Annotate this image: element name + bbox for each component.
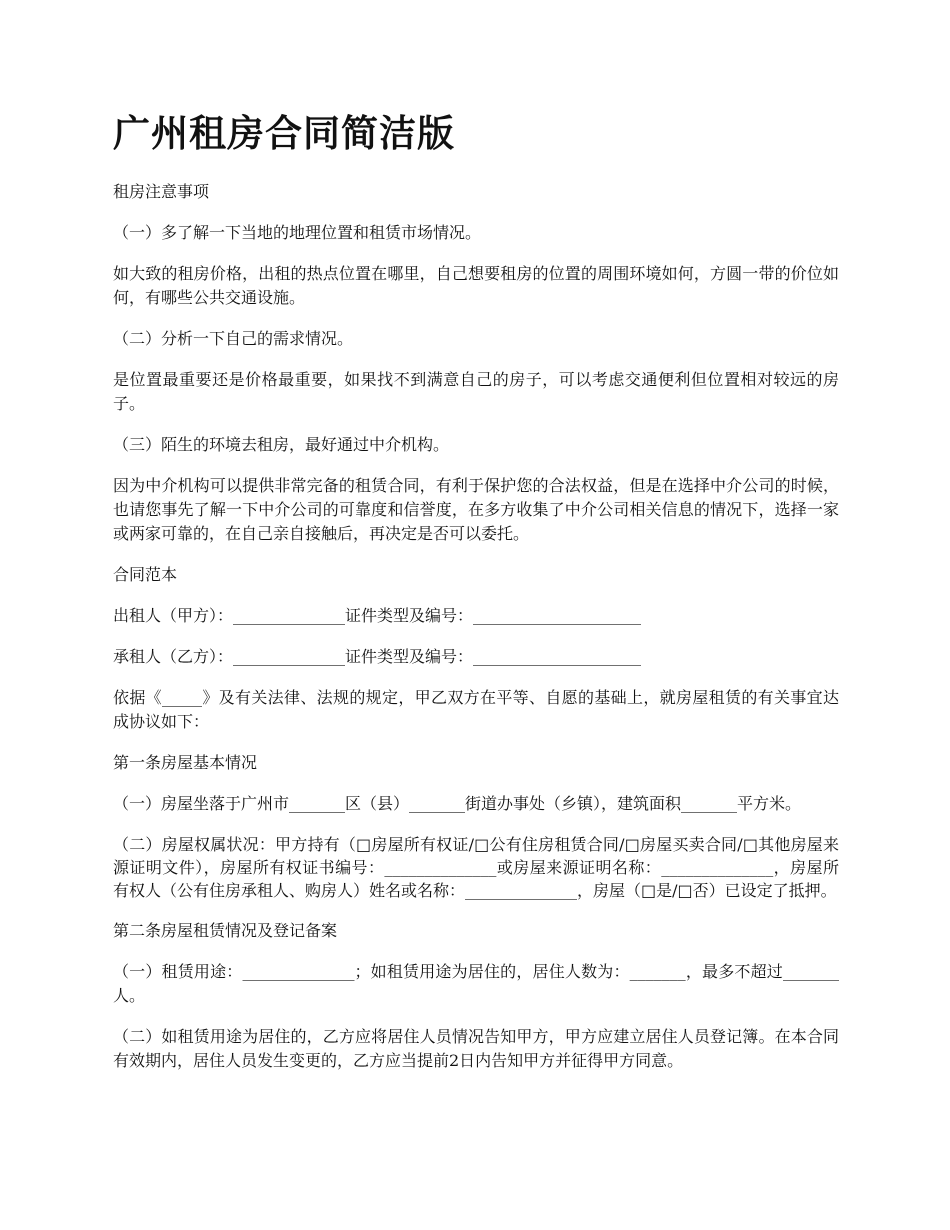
note-item-3: （三）陌生的环境去租房，最好通过中介机构。 (113, 435, 450, 454)
section-heading-template: 合同范本 (113, 565, 178, 584)
article-2-clause-1: （一）租赁用途：______________；如租赁用途为居住的，居住人数为：_______，最多不超过_______人。 (113, 962, 839, 1005)
article-1-clause-2: （二）房屋权属状况：甲方持有（□房屋所有权证/□公有住房租赁合同/□房屋买卖合同/□其他房屋来源证明文件），房屋所有权证书编号：______________或房屋来源证明名称：______________，房屋所有权人（公有住房承租人、购房人）姓名或名称：______________，房屋（□是/□否）已设定了抵押。 (113, 835, 839, 900)
document-page (113, 108, 839, 1090)
article-1-heading: 第一条房屋基本情况 (113, 753, 258, 772)
article-2-heading: 第二条房屋租赁情况及登记备案 (113, 921, 338, 940)
document-title: 广州租房合同简洁版 (113, 112, 455, 155)
note-item-1-detail: 如大致的租房价格，出租的热点位置在哪里，自己想要租房的位置的周围环境如何，方圆一带的价位如何，有哪些公共交通设施。 (113, 264, 839, 307)
note-item-3-detail: 因为中介机构可以提供非常完备的租赁合同，有利于保护您的合法权益，但是在选择中介公司的时候，也请您事先了解一下中介公司的可靠度和信誉度，在多方收集了中介公司相关信息的情况下，选择一家或两家可靠的，在自己亲自接触后，再决定是否可以委托。 (113, 476, 839, 543)
note-item-1: （一）多了解一下当地的地理位置和租赁市场情况。 (113, 223, 482, 242)
article-2-clause-2: （二）如租赁用途为居住的，乙方应将居住人员情况告知甲方，甲方应建立居住人员登记簿。在本合同有效期内，居住人员发生变更的，乙方应当提前2日内告知甲方并征得甲方同意。 (113, 1027, 839, 1070)
note-item-2-detail: 是位置最重要还是价格最重要，如果找不到满意自己的房子，可以考虑交通便利但位置相对较远的房子。 (113, 370, 839, 413)
lessor-line: 出租人（甲方）：______________证件类型及编号：_____________________ (113, 606, 642, 625)
note-item-2: （二）分析一下自己的需求情况。 (113, 329, 354, 348)
section-heading-notes: 租房注意事项 (113, 182, 210, 201)
article-1-clause-1: （一）房屋坐落于广州市_______区（县）_______街道办事处（乡镇），建筑面积_______平方米。 (113, 794, 802, 813)
contract-preamble: 依据《_____》及有关法律、法规的规定，甲乙双方在平等、自愿的基础上，就房屋租赁的有关事宜达成协议如下： (113, 688, 839, 731)
lessee-line: 承租人（乙方）：______________证件类型及编号：_____________________ (113, 647, 642, 666)
